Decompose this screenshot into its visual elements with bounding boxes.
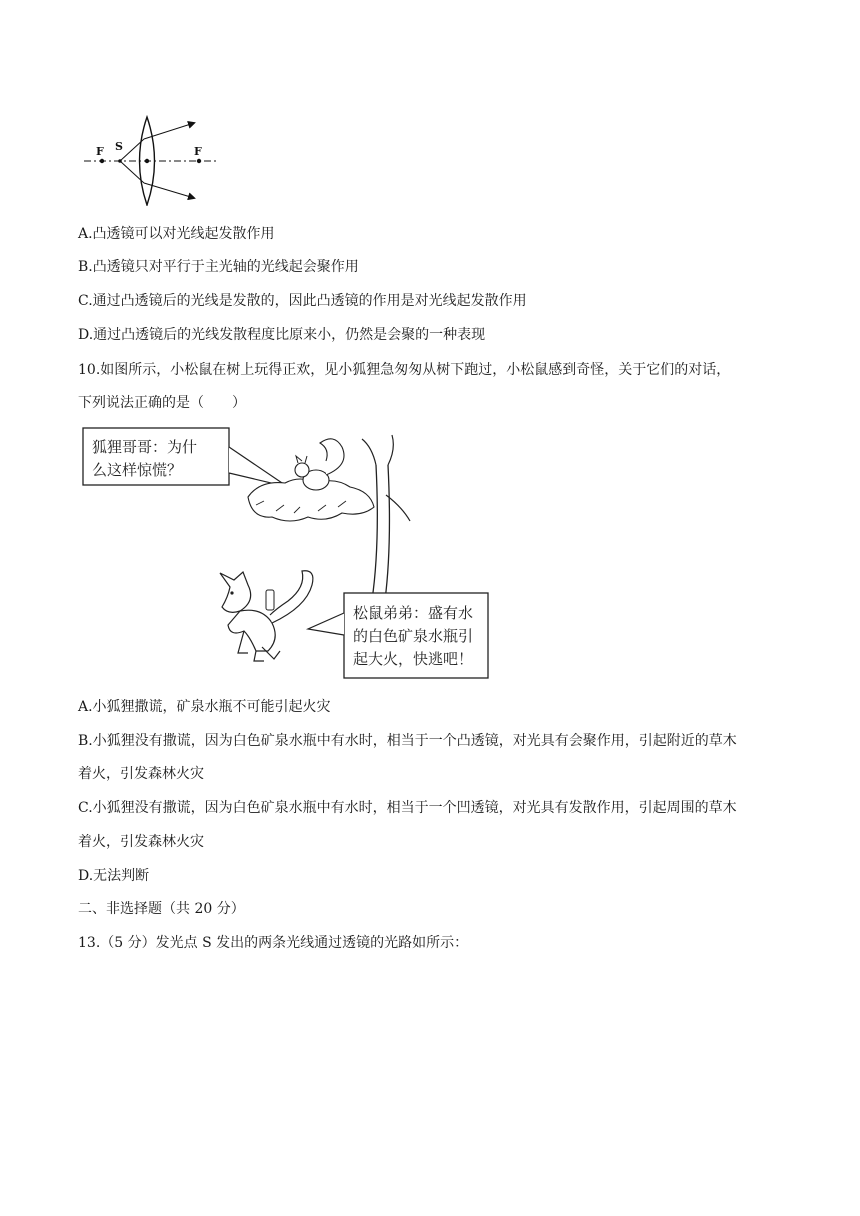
water-bottle [266, 590, 274, 610]
fox-bubble-pointer [308, 613, 344, 635]
convex-lens-diagram [84, 112, 224, 206]
fox-head [220, 572, 251, 612]
squirrel-speech-bubble [84, 430, 228, 484]
q9-option-d: D.通过凸透镜后的光线发散程度比原来小，仍然是会聚的一种表现 [78, 327, 486, 343]
q10-option-d: D.无法判断 [78, 868, 150, 884]
focal-point-right [197, 159, 201, 163]
q9-option-b: B.凸透镜只对平行于主光轴的光线起会聚作用 [78, 259, 359, 275]
q9-option-a: A.凸透镜可以对光线起发散作用 [78, 226, 275, 242]
squirrel-bubble-line2: 么这样惊慌？ [92, 461, 183, 479]
squirrel-head [295, 463, 309, 477]
lens-center [145, 159, 149, 163]
squirrel-tail [320, 439, 344, 475]
tree-branch-upper [362, 435, 393, 465]
q10-stem-line1: 10.如图所示，小松鼠在树上玩得正欢，见小狐狸急匆匆从树下跑过，小松鼠感到奇怪，关于它们的对话， [78, 362, 731, 378]
squirrel-bubble-line1: 狐狸哥哥：为什 [92, 438, 198, 456]
squirrel-bubble-pointer [229, 447, 288, 487]
fox-bubble-line2: 的白色矿泉水瓶引 [353, 627, 474, 645]
label-s: S [115, 140, 123, 153]
label-f-right: F [194, 145, 202, 158]
point-s [118, 159, 122, 163]
q10-option-c-line2: 着火，引发森林火灾 [78, 834, 204, 850]
fox-bubble-line1: 松鼠弟弟：盛有水 [353, 604, 474, 622]
q9-option-c: C.通过凸透镜后的光线是发散的，因此凸透镜的作用是对光线起发散作用 [78, 293, 527, 309]
q10-option-a: A.小狐狸撒谎，矿泉水瓶不可能引起火灾 [78, 699, 331, 715]
q13-stem: 13.（5 分）发光点 S 发出的两条光线通过透镜的光路如所示： [78, 935, 469, 951]
focal-point-left [100, 159, 104, 163]
fox-body [228, 610, 275, 651]
fox-tail [270, 571, 313, 623]
fox-speech-bubble [345, 596, 487, 678]
section2-heading: 二、非选择题（共 20 分） [78, 901, 245, 917]
q10-option-c-line1: C.小狐狸没有撒谎，因为白色矿泉水瓶中有水时，相当于一个凹透镜，对光具有发散作用，引起周围的草木 [78, 800, 737, 816]
q10-stem-line2: 下列说法正确的是（ ） [78, 395, 246, 411]
tree-trunk [372, 465, 389, 600]
fox-bubble-line3: 起大火，快逃吧！ [353, 650, 474, 668]
label-f-left: F [96, 145, 104, 158]
q10-option-b-line1: B.小狐狸没有撒谎，因为白色矿泉水瓶中有水时，相当于一个凸透镜，对光具有会聚作用，引起附近的草木 [78, 733, 737, 749]
q10-option-b-line2: 着火，引发森林火灾 [78, 766, 204, 782]
